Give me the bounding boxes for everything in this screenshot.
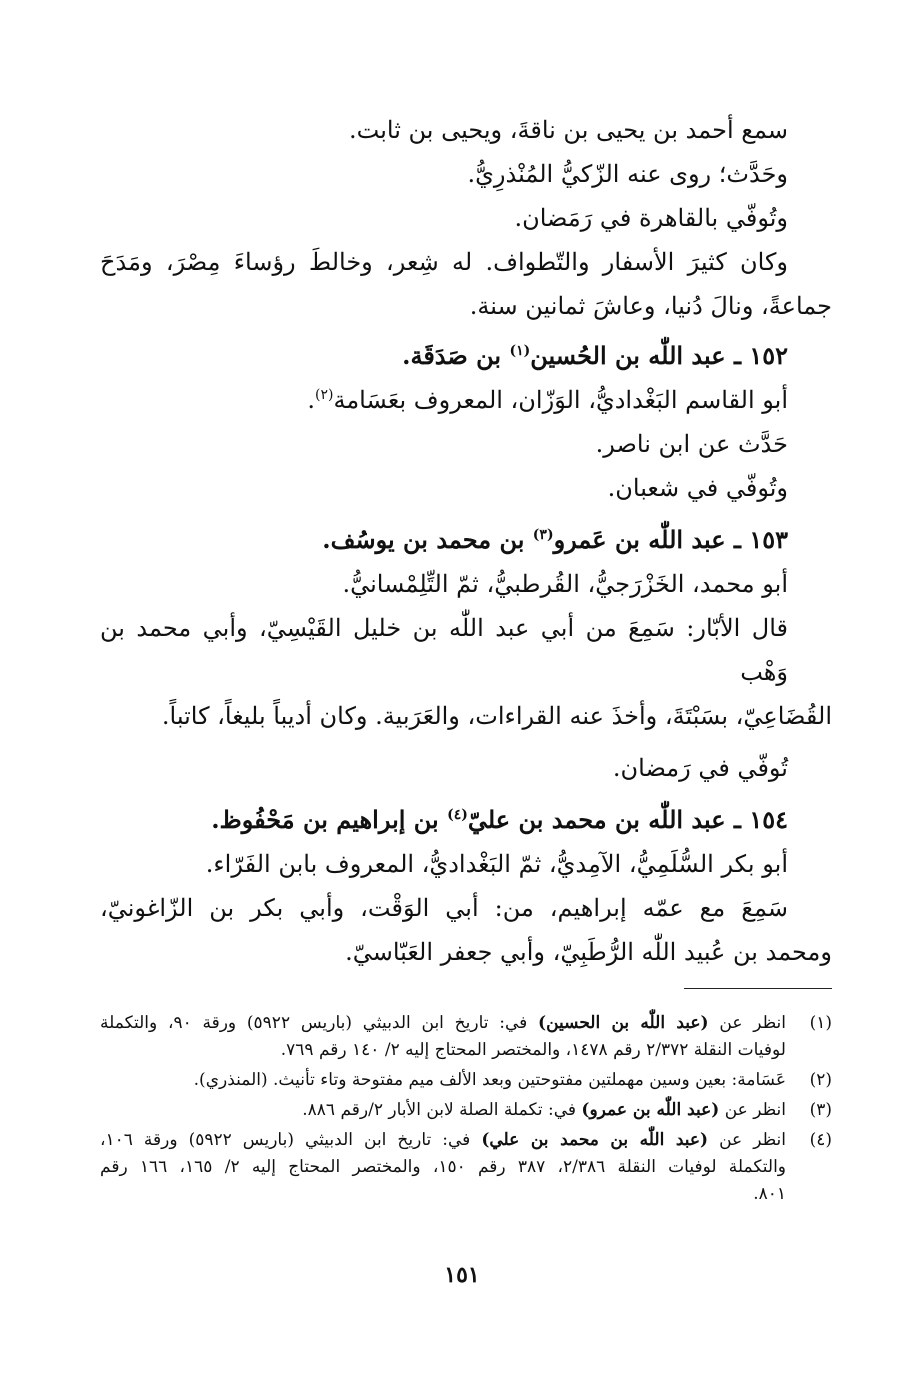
entry-152-line-2: حَدَّث عن ابن ناصر. bbox=[595, 430, 788, 458]
footnote-2 bbox=[100, 1067, 832, 1094]
intro-line-4: وكان كثيرَ الأسفار والتّطواف. له شِعر، وخالطَ رؤساءَ مِصْرَ، ومَدَحَ bbox=[100, 248, 788, 276]
footnote-line: عَسَامة: بعين وسين مهملتين مفتوحتين وبعد الألف ميم مفتوحة وتاء تأنيث. (المنذري). bbox=[193, 1070, 786, 1090]
entry-154-heading-text: ١٥٤ ـ عبد اللّٰه بن محمد بن عليّ bbox=[467, 805, 788, 834]
entry-153-line-1: أبو محمد، الخَزْرَجيُّ، القُرطبيُّ، ثمّ التِّلِمْسانيُّ. bbox=[342, 570, 788, 598]
footnote-text bbox=[100, 1067, 786, 1094]
footnote-text-part: في: تكملة الصلة لابن الأبار ٢/رقم ٨٨٦. bbox=[302, 1100, 582, 1120]
footnote-3 bbox=[100, 1097, 832, 1124]
intro-line-5: جماعةً، ونالَ دُنيا، وعاشَ ثمانين سنة. bbox=[469, 292, 832, 320]
entry-154-line-2: سَمِعَ مع عمّه إبراهيم، من: أبي الوَقْت، وأبي بكر بن الزّاغونيّ، bbox=[100, 894, 788, 922]
footnotes bbox=[100, 1010, 832, 1211]
footnote-subject: (عبد اللّٰه بن الحسين) bbox=[538, 1013, 709, 1033]
footnote-text-part: في: تاريخ ابن الدبيثي (باريس ٥٩٢٢) ورقة ١٠٦، bbox=[100, 1130, 482, 1150]
footnote-4 bbox=[100, 1127, 832, 1208]
entry-153-heading bbox=[100, 518, 832, 562]
entry-152-line-1-end: . bbox=[307, 386, 315, 414]
footnote-ref-2[interactable]: (٢) bbox=[314, 387, 334, 403]
entry-152-heading-rest: بن صَدَقَة. bbox=[402, 341, 510, 370]
footnote-number: (٤) bbox=[809, 1130, 832, 1150]
footnote-line bbox=[100, 1010, 786, 1037]
entry-153-line-4: تُوفّي في رَمضان. bbox=[612, 754, 788, 782]
entry-152-line-1 bbox=[100, 378, 832, 422]
footnote-text-part: انظر عن bbox=[708, 1130, 786, 1150]
footnote-text bbox=[100, 1097, 786, 1124]
footnote-ref-1[interactable]: (١) bbox=[509, 343, 531, 359]
footnote-ref-3[interactable]: (٣) bbox=[532, 527, 554, 543]
entry-154-heading bbox=[100, 798, 832, 842]
intro-line-1: سمع أحمد بن يحيى بن ناقةَ، ويحيى بن ثابت. bbox=[349, 116, 788, 144]
entry-153-heading-text: ١٥٣ ـ عبد اللّٰه بن عَمرو bbox=[553, 525, 788, 554]
page-number: ١٥١ bbox=[444, 1262, 480, 1288]
footnote-text bbox=[100, 1127, 786, 1208]
intro-line-2: وحَدَّث؛ روى عنه الزّكيُّ المُنْذرِيُّ. bbox=[467, 160, 788, 188]
footnote-text bbox=[100, 1010, 786, 1064]
footnote-ref-4[interactable]: (٤) bbox=[447, 807, 468, 823]
entry-153-heading-rest: بن محمد بن يوسُف. bbox=[322, 525, 533, 554]
footnote-line: لوفيات النقلة ٢/٣٧٢ رقم ١٤٧٨، والمختصر المحتاج إليه ٢/ ١٤٠ رقم ٧٦٩. bbox=[280, 1040, 786, 1060]
footnote-line bbox=[100, 1127, 786, 1154]
footnote-number: (٣) bbox=[809, 1100, 832, 1120]
entry-153-line-2: قال الأبّار: سَمِعَ من أبي عبد اللّٰه بن خليل القَيْسِيّ، وأبي محمد بن وَهْب bbox=[100, 614, 788, 686]
footnote-number: (٢) bbox=[809, 1070, 832, 1090]
footnote-subject: (عبد اللّٰه بن عمرو) bbox=[581, 1100, 720, 1120]
footnote-number: (١) bbox=[809, 1013, 832, 1033]
main-text bbox=[100, 108, 832, 974]
entry-152-heading-text: ١٥٢ ـ عبد اللّٰه بن الحُسين bbox=[530, 341, 788, 370]
entry-152-line-1-text: أبو القاسم البَغْداديُّ، الوَزّان، المعروف بعَسَامة bbox=[333, 386, 788, 414]
entry-152-line-3: وتُوفّي في شعبان. bbox=[607, 474, 788, 502]
footnote-text-part: انظر عن bbox=[719, 1100, 786, 1120]
entry-154-line-1: أبو بكر السُّلَمِيُّ، الآمِديُّ، ثمّ البَغْداديُّ، المعروف بابن الفَرّاء. bbox=[205, 850, 788, 878]
footnote-text-part: انظر عن bbox=[708, 1013, 786, 1033]
footnote-separator bbox=[684, 988, 832, 989]
footnote-text-part: في: تاريخ ابن الدبيثي (باريس ٥٩٢٢) ورقة ٩٠، والتكملة bbox=[100, 1013, 539, 1033]
footnote-1 bbox=[100, 1010, 832, 1064]
entry-154-heading-rest: بن إبراهيم بن مَحْفُوظ. bbox=[211, 805, 448, 834]
footnote-line bbox=[100, 1097, 786, 1124]
entry-153-line-3: القُضَاعِيّ، بسَبْتَةَ، وأخذَ عنه القراءات، والعَرَبية. وكان أديباً بليغاً، كاتباً. bbox=[161, 702, 832, 730]
footnote-line: ٨٠١. bbox=[753, 1184, 786, 1204]
entry-152-heading bbox=[100, 334, 832, 378]
entry-154-line-3: ومحمد بن عُبيد اللّٰه الرُّطَبِيّ، وأبي جعفر العَبّاسيّ. bbox=[345, 938, 832, 966]
footnote-subject: (عبد اللّٰه بن محمد بن علي) bbox=[481, 1130, 709, 1150]
intro-line-3: وتُوفّي بالقاهرة في رَمَضان. bbox=[514, 204, 788, 232]
footnote-line: والتكملة لوفيات النقلة ٢/٣٨٦، ٣٨٧ رقم ١٥٠، والمختصر المحتاج إليه ٢/ ١٦٥، ١٦٦ رقم bbox=[100, 1157, 787, 1177]
